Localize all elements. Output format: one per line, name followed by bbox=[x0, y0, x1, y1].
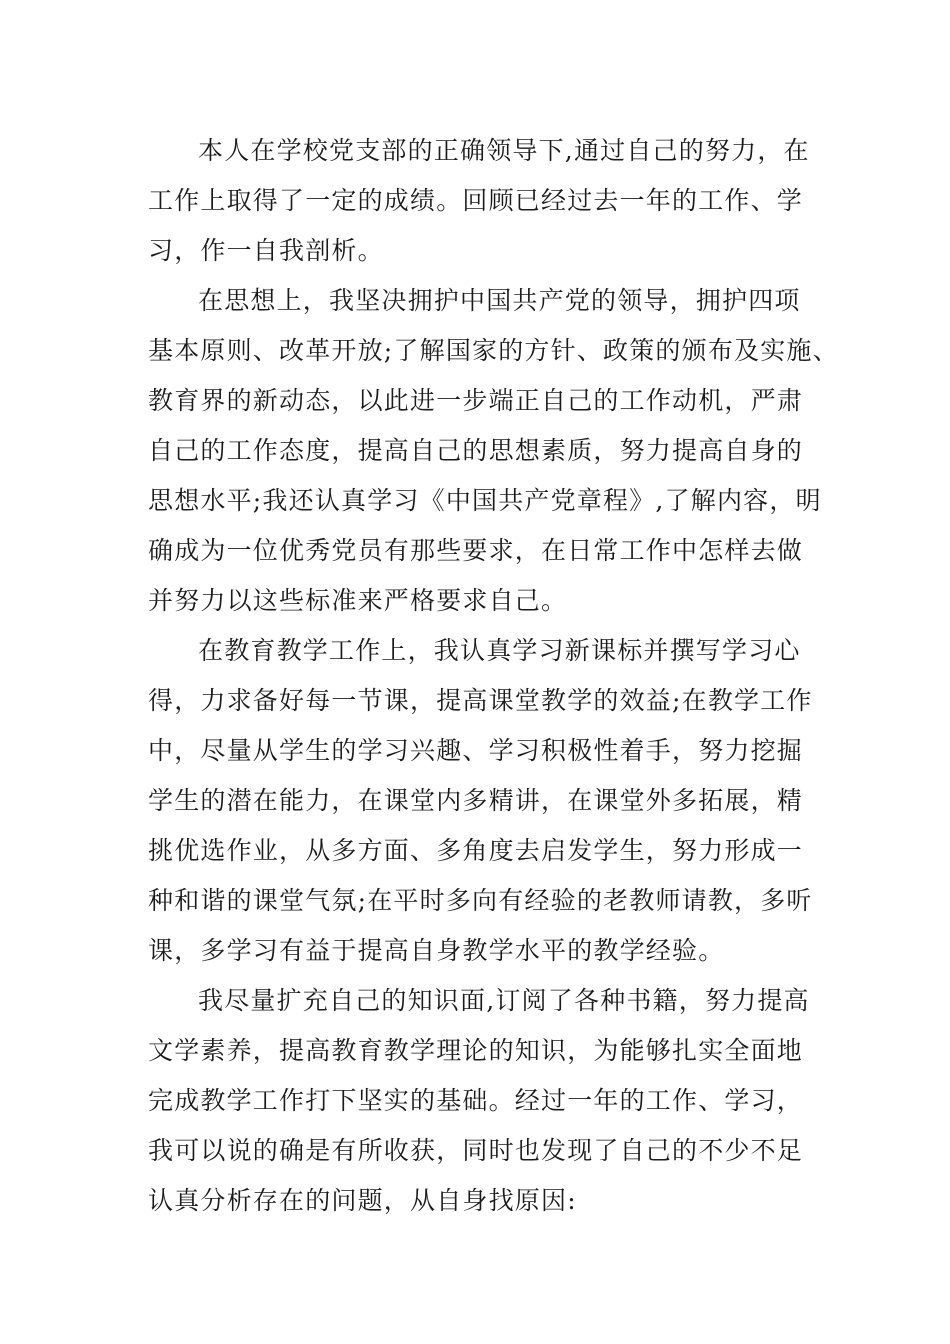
text-line: 挑优选作业，从多方面、多角度去启发学生，努力形成一 bbox=[148, 836, 804, 865]
text-line: 自己的工作态度，提高自己的思想素质，努力提高自身的 bbox=[148, 436, 804, 465]
text-line: 基本原则、改革开放;了解国家的方针、政策的颁布及实施、 bbox=[148, 336, 839, 365]
text-line: 文学素养，提高教育教学理论的知识，为能够扎实全面地 bbox=[148, 1036, 804, 1065]
text-line: 思想水平;我还认真学习《中国共产党章程》,了解内容，明 bbox=[148, 486, 822, 515]
text-line: 得，力求备好每一节课，提高课堂教学的效益;在教学工作 bbox=[148, 686, 813, 715]
text-line: 确成为一位优秀党员有那些要求，在日常工作中怎样去做 bbox=[148, 536, 804, 565]
text-line: 认真分析存在的问题，从自身找原因: bbox=[148, 1186, 577, 1215]
text-line: 教育界的新动态，以此进一步端正自己的工作动机，严肃 bbox=[148, 386, 804, 415]
text-line: 种和谐的课堂气氛;在平时多向有经验的老教师请教，多听 bbox=[148, 886, 813, 915]
text-line: 我可以说的确是有所收获，同时也发现了自己的不少不足 bbox=[148, 1136, 804, 1165]
text-line: 我尽量扩充自己的知识面,订阅了各种书籍，努力提高 bbox=[198, 986, 810, 1015]
text-line: 中，尽量从学生的学习兴趣、学习积极性着手，努力挖掘 bbox=[148, 736, 804, 765]
text-line: 并努力以这些标准来严格要求自己。 bbox=[148, 586, 568, 615]
text-line: 习，作一自我剖析。 bbox=[148, 236, 384, 265]
text-line: 本人在学校党支部的正确领导下,通过自己的努力，在 bbox=[198, 136, 810, 165]
text-line: 学生的潜在能力，在课堂内多精讲，在课堂外多拓展，精 bbox=[148, 786, 804, 815]
text-line: 在教育教学工作上，我认真学习新课标并撰写学习心 bbox=[198, 636, 801, 665]
text-line: 在思想上，我坚决拥护中国共产党的领导，拥护四项 bbox=[198, 286, 801, 315]
text-line: 工作上取得了一定的成绩。回顾已经过去一年的工作、学 bbox=[148, 186, 804, 215]
text-line: 课，多学习有益于提高自身教学水平的教学经验。 bbox=[148, 936, 725, 965]
text-line: 完成教学工作打下坚实的基础。经过一年的工作、学习， bbox=[148, 1086, 804, 1115]
